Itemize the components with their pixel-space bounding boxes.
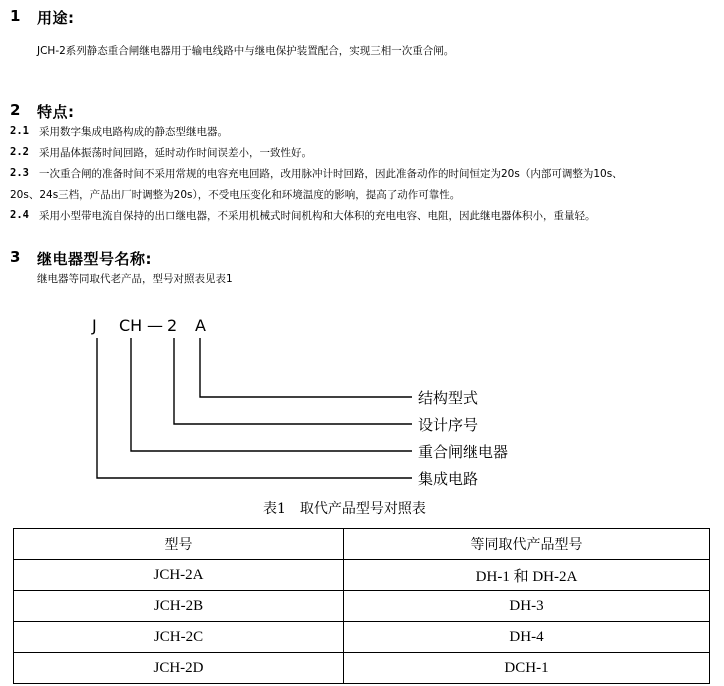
code-part-a: A bbox=[195, 316, 206, 335]
item-number: 2.3 bbox=[10, 167, 29, 179]
section-3-number: 3 bbox=[10, 248, 21, 266]
item-text-continuation: 20s、24s三档，产品出厂时调整为20s），不受电压变化和环境温度的影响，提高了动作可靠性。 bbox=[10, 189, 461, 201]
code-part-ch: CH bbox=[119, 316, 143, 335]
branch-line-design bbox=[174, 338, 412, 424]
cell-equivalent: DH-3 bbox=[344, 591, 710, 622]
section-2-number: 2 bbox=[10, 101, 21, 119]
branch-label-integrated: 集成电路 bbox=[418, 470, 479, 488]
branch-line-structure bbox=[200, 338, 412, 397]
branch-label-reclosing: 重合闸继电器 bbox=[418, 443, 509, 461]
item-number: 2.1 bbox=[10, 125, 29, 137]
table-row bbox=[14, 591, 710, 622]
column-header-model: 型号 bbox=[14, 529, 344, 560]
table-row bbox=[14, 622, 710, 653]
cell-model: JCH-2D bbox=[14, 653, 344, 684]
section-1-number: 1 bbox=[10, 7, 21, 25]
table-row bbox=[14, 560, 710, 591]
cell-equivalent: DH-4 bbox=[344, 622, 710, 653]
item-text: 采用小型带电流自保持的出口继电器，不采用机械式时间机构和大体积的充电电容、电阻，因此继电器体积小，重量轻。 bbox=[39, 210, 596, 222]
item-text: 采用晶体振荡时间回路，延时动作时间误差小，一致性好。 bbox=[39, 147, 312, 159]
model-comparison-table bbox=[13, 528, 710, 684]
section-1-title: 用途: bbox=[37, 9, 75, 27]
cell-model: JCH-2A bbox=[14, 560, 344, 591]
cell-equivalent: DH-1 和 DH-2A bbox=[344, 560, 710, 591]
branch-line-integrated bbox=[97, 338, 412, 478]
cell-model: JCH-2C bbox=[14, 622, 344, 653]
item-number: 2.2 bbox=[10, 146, 29, 158]
table-row bbox=[14, 653, 710, 684]
code-part-2: 2 bbox=[167, 316, 178, 335]
branch-label-structure: 结构型式 bbox=[418, 389, 479, 407]
branch-line-reclosing bbox=[131, 338, 412, 451]
section-3-paragraph: 继电器等同取代老产品，型号对照表见表1 bbox=[37, 273, 233, 285]
code-part-j: J bbox=[92, 316, 97, 335]
section-2-title: 特点: bbox=[37, 103, 75, 121]
column-header-equivalent: 等同取代产品型号 bbox=[344, 529, 710, 560]
branch-label-design: 设计序号 bbox=[418, 416, 479, 434]
item-number: 2.4 bbox=[10, 209, 29, 221]
section-3-title: 继电器型号名称: bbox=[37, 250, 152, 268]
item-text: 一次重合闸的准备时间不采用常规的电容充电回路，改用脉冲计时回路，因此准备动作的时间恒定为20s（内部可调整为10s、 bbox=[39, 168, 623, 180]
table-caption: 表1 取代产品型号对照表 bbox=[263, 501, 426, 517]
table-header-row bbox=[14, 529, 710, 560]
cell-model: JCH-2B bbox=[14, 591, 344, 622]
item-text: 采用数字集成电路构成的静态型继电器。 bbox=[39, 126, 228, 138]
cell-equivalent: DCH-1 bbox=[344, 653, 710, 684]
section-1-paragraph: JCH-2系列静态重合闸继电器用于输电线路中与继电保护装置配合，实现三相一次重合闸。 bbox=[37, 45, 455, 57]
code-part-dash: — bbox=[147, 316, 163, 335]
